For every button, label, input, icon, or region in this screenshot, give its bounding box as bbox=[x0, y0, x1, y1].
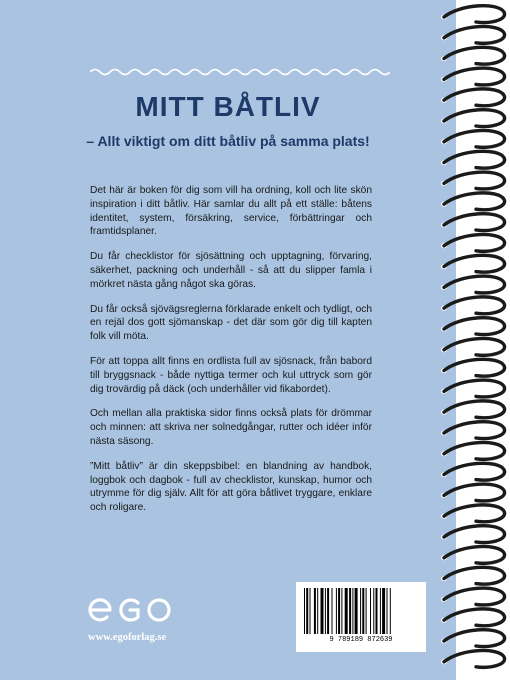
barcode-bars bbox=[302, 588, 420, 636]
blurb-paragraph: Du får också sjövägsreglerna förklarade enkelt och tydligt, och en rejäl dos gott sjömanskap - det där som gör dig till kapten folk vill möta. bbox=[90, 303, 372, 343]
barcode bbox=[296, 582, 426, 652]
blurb-paragraph: Och mellan alla praktiska sidor finns också plats för drömmar och minnen: att skriva ner solnedgångar, rutter och idéer inför nästa säsong. bbox=[90, 408, 372, 447]
blurb bbox=[90, 184, 372, 526]
blurb-paragraph: För att toppa allt finns en ordlista full av sjösnack, från babord till bryggsnack - både nyttiga termer och kul uttryck som gör dig trovärdig på däck (och underhåller vid fikabordet). bbox=[90, 355, 372, 395]
publisher-logo bbox=[88, 595, 176, 625]
publisher-url: www.egoforlag.se bbox=[88, 632, 167, 643]
blurb-paragraph: ”Mitt båtliv” är din skeppsbibel: en blandning av handbok, loggbok och dagbok - full av checklistor, kunskap, humor och utrymme för dig själv. Allt för att göra båtlivet tryggare, enklare och roligare. bbox=[90, 460, 372, 514]
book-subtitle: – Allt viktigt om ditt båtliv på samma plats! bbox=[86, 133, 370, 149]
blurb-paragraph: Du får checklistor för sjösättning och upptagning, förvaring, säkerhet, packning och underhåll - så att du slipper famla i mörkret nästa gång något ska göras. bbox=[90, 251, 372, 290]
decorative-wave-divider bbox=[90, 66, 390, 78]
spiral-binding bbox=[420, 0, 510, 680]
isbn-number: 9 789189 872639 bbox=[329, 636, 393, 644]
book-title: MITT BÅTLIV bbox=[135, 91, 321, 122]
blurb-paragraph: Det här är boken för dig som vill ha ordning, koll och lite skön inspiration i ditt båtliv. Här samlar du allt på ett ställe: båtens identitet, system, försäkring, service, förbättringar och framtidsplaner. bbox=[90, 185, 372, 238]
